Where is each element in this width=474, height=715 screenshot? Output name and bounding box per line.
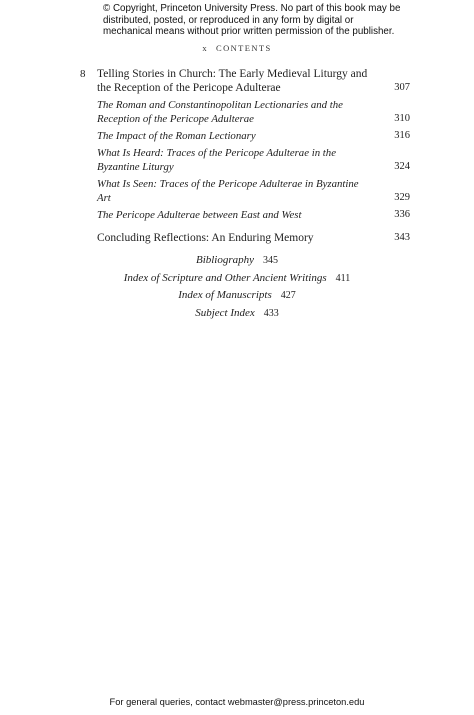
toc-entry-title: What Is Seen: Traces of the Pericope Adulterae in Byzantine Art <box>97 178 359 204</box>
toc-entry-page: 310 <box>394 113 410 124</box>
back-matter-item-manuscripts-index[interactable] <box>0 287 474 305</box>
toc-entry-page: 329 <box>394 192 410 203</box>
back-matter-item-scripture-index[interactable] <box>0 270 474 288</box>
toc-entry-title: The Roman and Constantinopolitan Lectionaries and the Reception of the Pericope Adulterae <box>97 99 343 125</box>
back-matter-label: Index of Scripture and Other Ancient Writings <box>123 271 327 284</box>
back-matter-label: Bibliography <box>195 254 255 266</box>
back-matter-page: 345 <box>263 255 279 266</box>
toc-entry-page: 307 <box>394 82 410 93</box>
footer-contact: For general queries, contact webmaster@press.princeton.edu <box>109 697 365 707</box>
back-matter-page: 427 <box>280 290 296 301</box>
toc-entry-title: The Pericope Adulterae between East and West <box>97 209 302 221</box>
toc-entry-title: The Impact of the Roman Lectionary <box>97 130 256 142</box>
back-matter-item-bibliography[interactable] <box>0 252 474 270</box>
toc-entry-page: 336 <box>394 209 410 220</box>
chapter-number: 8 <box>80 68 86 80</box>
toc-entry-title: Telling Stories in Church: The Early Medieval Liturgy and the Reception of the Pericope Adulterae <box>97 68 368 94</box>
toc-entry-title: What Is Heard: Traces of the Pericope Adulterae in the Byzantine Liturgy <box>97 147 336 173</box>
toc-entry-section[interactable] <box>80 129 410 143</box>
toc-entry-page: 324 <box>394 161 410 172</box>
copyright-notice: © Copyright, Princeton University Press. No part of this book may be distributed, posted, or reproduced in any form by digital or mechanical means without prior written permission of the publisher. <box>103 3 401 37</box>
toc-entry-chapter-title[interactable] <box>80 67 410 95</box>
back-matter-page: 411 <box>335 272 351 284</box>
toc-entry-page: 316 <box>394 130 410 141</box>
toc-entry-section[interactable] <box>80 177 410 205</box>
toc-chapter-8 <box>80 67 410 245</box>
toc-entry-section[interactable] <box>80 146 410 174</box>
running-head-title: CONTENTS <box>216 43 272 53</box>
back-matter-page: 433 <box>263 307 279 319</box>
back-matter-label: Subject Index <box>195 306 255 319</box>
back-matter-list <box>0 252 474 322</box>
back-matter-item-subject-index[interactable] <box>0 305 474 323</box>
toc-entry-title: Concluding Reflections: An Enduring Memory <box>97 232 314 244</box>
toc-entry-section[interactable] <box>80 98 410 126</box>
toc-entry-page: 343 <box>394 232 410 243</box>
toc-entry-section[interactable] <box>80 208 410 222</box>
page-folio: x <box>202 43 209 53</box>
toc-entry-concluding[interactable] <box>80 231 410 245</box>
back-matter-label: Index of Manuscripts <box>178 289 272 301</box>
running-head <box>0 43 474 53</box>
